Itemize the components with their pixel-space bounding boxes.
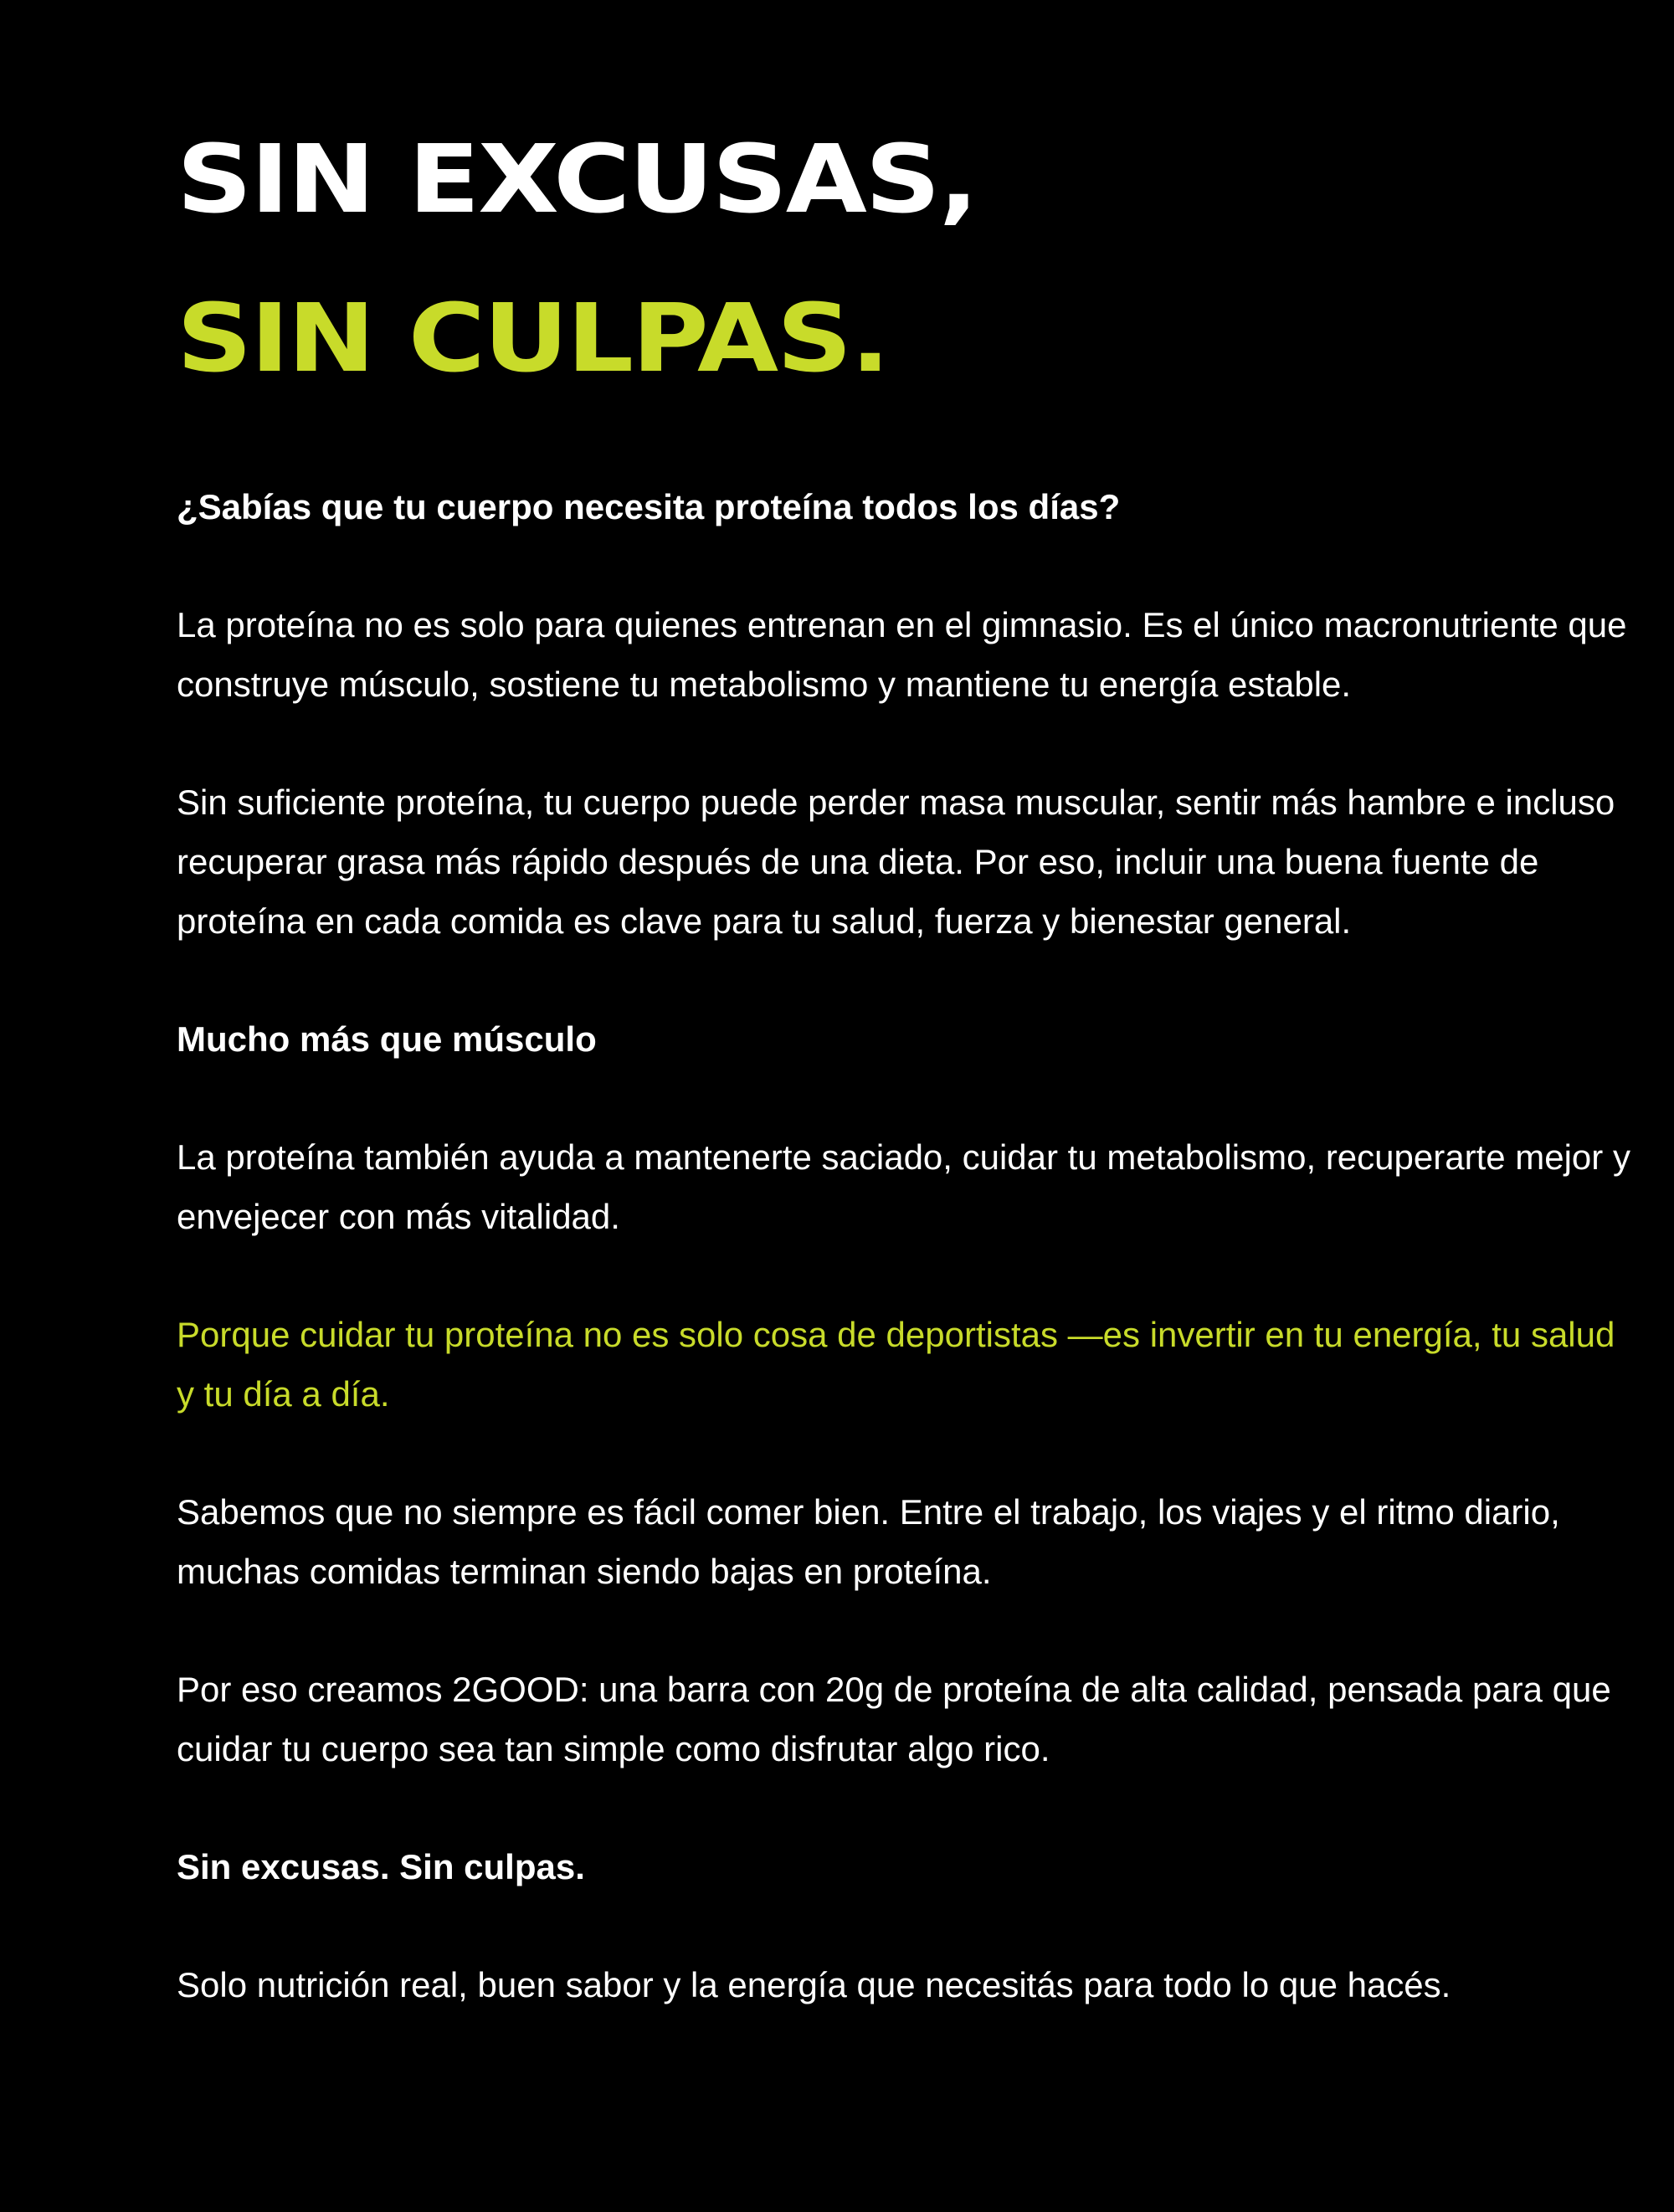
paragraph-protein-deficit: Sin suficiente proteína, tu cuerpo puede perder masa muscular, sentir más hambre e incluso recuperar grasa más rápido después de una dieta. Por eso, incluir una buena fuente de proteína en cada comida es clave para tu salud, fuerza y bienestar general. [177, 783, 1615, 941]
subheading-more-than-muscle: Mucho más que músculo [177, 1019, 597, 1059]
paragraph-eating-challenge: Sabemos que no siempre es fácil comer bien. Entre el trabajo, los viajes y el ritmo diario, muchas comidas terminan siendo bajas en proteína. [177, 1492, 1560, 1591]
paragraph-product-intro: Por eso creamos 2GOOD: una barra con 20g de proteína de alta calidad, pensada para que cuidar tu cuerpo sea tan simple como disfrutar algo rico. [177, 1670, 1611, 1768]
highlight-quote: Porque cuidar tu proteína no es solo cosa de deportistas —es invertir en tu energía, tu salud y tu día a día. [177, 1315, 1615, 1414]
closing-line: Solo nutrición real, buen sabor y la energía que necesitás para todo lo que hacés. [177, 1965, 1451, 2004]
paragraph-benefits: La proteína también ayuda a mantenerte saciado, cuidar tu metabolismo, recuperarte mejor y envejecer con más vitalidad. [177, 1137, 1630, 1236]
headline-line-2: SIN CULPAS. [177, 285, 889, 393]
headline [177, 100, 1674, 418]
paragraph-protein-role: La proteína no es solo para quienes entrenan en el gimnasio. Es el único macronutriente que construye músculo, sostiene tu metabolismo y mantiene tu energía estable. [177, 605, 1627, 704]
article-body [177, 477, 1633, 2014]
slogan: Sin excusas. Sin culpas. [177, 1847, 585, 1886]
article [177, 100, 1633, 2073]
headline-line-1: SIN EXCUSAS, [177, 126, 978, 234]
intro-question: ¿Sabías que tu cuerpo necesita proteína todos los días? [177, 487, 1121, 526]
